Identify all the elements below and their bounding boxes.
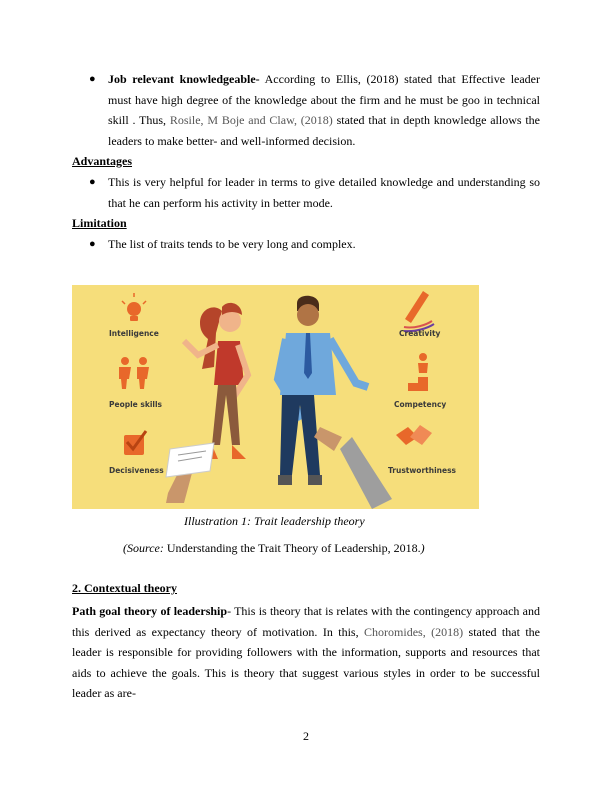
section-paragraph [72,601,540,704]
citation: Rosile, M Boje and Claw, (2018) [169,113,333,127]
source-text: Understanding the Trait Theory of Leadership, 2018. [166,541,421,555]
trait-leadership-illustration [72,285,479,509]
lightbulb-icon [122,293,146,321]
bullet-icon: ● [89,176,96,188]
bullet-bold-term: Job relevant knowledgeable- [108,72,260,86]
trait-label-creativity: Creativity [399,329,441,338]
checkbox-icon [124,431,146,455]
limitation-text: The list of traits tends to be very long and complex. [108,237,356,251]
advantages-heading: Advantages [72,154,133,168]
list-item [72,172,540,213]
advantage-text: This is very helpful for leader in terms to give detailed knowledge and understanding so that he can perform his activity in better mode. [108,175,540,210]
advantages-list [72,172,540,213]
bullet-icon: ● [89,238,96,250]
trait-label-trustworthiness: Trustworthiness [388,466,457,475]
illustration-artwork [72,285,479,509]
woman-figure [184,303,248,459]
trait-label-decisiveness: Decisiveness [109,466,164,475]
source-prefix: (Source: [123,541,167,555]
trophy-stairs-icon [408,353,428,391]
list-item [72,234,540,255]
trait-label-people-skills: People skills [109,400,163,409]
page-number: 2 [303,729,309,743]
handshake-icon [396,425,432,445]
limitation-list [72,234,540,255]
bullet-icon: ● [89,73,96,85]
section-heading: 2. Contextual theory [72,581,177,595]
illustration-source [123,541,425,556]
hand-shaking [314,427,392,509]
section-text-1: - This is theory that is relates with the contingency approach and this derived as expectancy theory of motivation. In this, [72,604,540,639]
section-lead-term: Path goal theory of leadership [72,604,228,618]
trait-label-competency: Competency [394,400,447,409]
bullet-list-traits [72,69,540,151]
bullet-text-end: stated that in depth knowledge allows the leaders to make better- and well-informed decision. [108,113,541,148]
source-suffix: ) [420,541,425,555]
hand-with-paper [166,443,214,503]
list-item [72,69,540,151]
illustration-caption: Illustration 1: Trait leadership theory [184,514,365,528]
section-citation: Choromides, (2018) [364,624,464,639]
pencil-icon [404,291,434,331]
limitation-heading: Limitation [72,216,127,230]
bullet-text: According to Ellis, (2018) stated that Effective leader must have high degree of the knowledge about the firm and he must be goo in technical skill . Thus, [108,72,540,127]
trait-label-intelligence: Intelligence [109,329,159,338]
people-icon [119,357,149,389]
section-text-2: stated that the leader is responsible for providing followers with the information, supports and resources that aids to achieve the goals. This is theory that suggest various styles in order to be successful leader as are- [72,624,541,700]
